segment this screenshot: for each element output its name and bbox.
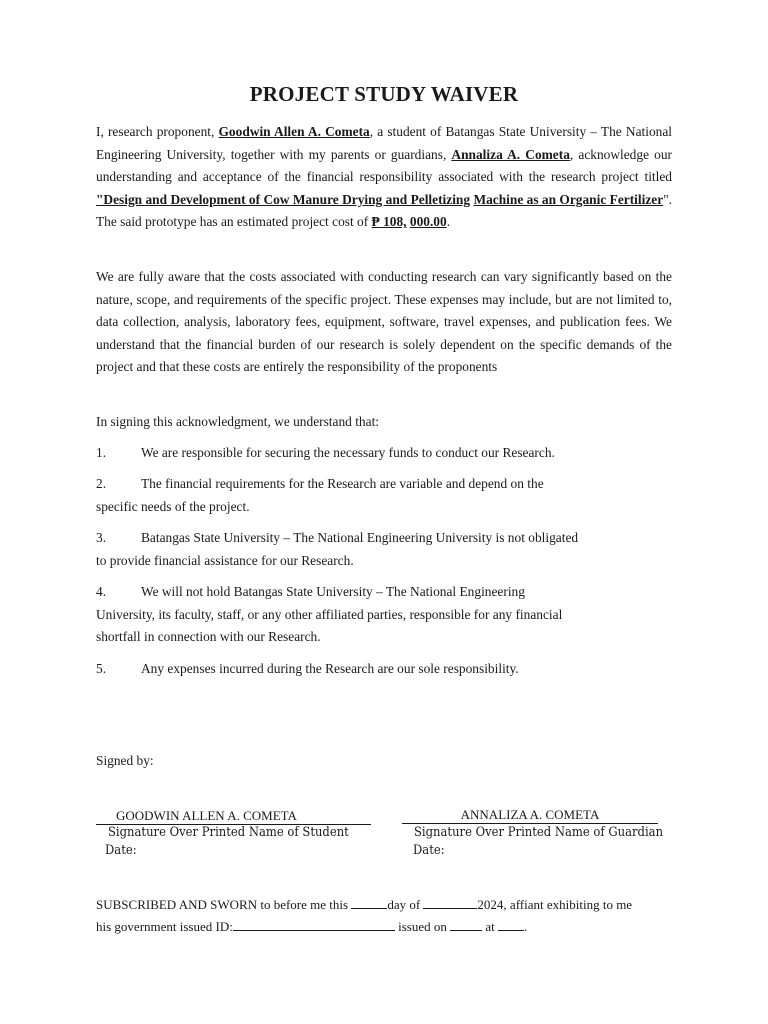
paragraph-costs: We are fully aware that the costs associated with conducting research can vary significantly based on the nature, scope, and requirements of the specific project. These expenses may include, but are not limited to, data collection, analysis, laboratory fees, equipment, software, travel expenses, and publication fees. We understand that the financial burden of our research is solely dependent on the specific demands of the project and that these costs are entirely the responsibility of the proponents <box>96 269 672 375</box>
month-blank <box>423 898 477 909</box>
student-signature-line <box>96 808 371 825</box>
list-intro: In signing this acknowledgment, we understand that: <box>96 414 380 429</box>
student-printed-name: GOODWIN ALLEN A. COMETA <box>116 808 297 823</box>
project-title-part1: "Design and Development of Cow Manure Drying and Pelletizing <box>96 191 471 207</box>
list-item-1: 1. We are responsible for securing the necessary funds to conduct our Research. <box>96 445 555 460</box>
student-signature-caption: Signature Over Printed Name of Student <box>108 824 349 839</box>
list-item-2: 2. The financial requirements for the Research are variable and depend on the specific needs of the project. <box>96 476 544 514</box>
list-item-4: 4. We will not hold Batangas State University – The National Engineering University, its faculty, staff, or any other affiliated parties, responsible for any financial shortfall in connection with our Research. <box>96 584 563 645</box>
guardian-signature-caption: Signature Over Printed Name of Guardian <box>414 824 664 839</box>
issued-on-blank <box>450 920 482 931</box>
project-title-part2: Machine as an Organic Fertilizer <box>473 191 664 207</box>
document-title: PROJECT STUDY WAIVER <box>249 82 519 106</box>
issued-at-blank <box>498 920 524 931</box>
sworn-statement-line2: his government issued ID: issued on at . <box>96 919 528 934</box>
project-cost-part1: ₱ 108, <box>371 214 407 230</box>
student-date-label: Date: <box>105 842 137 857</box>
id-blank <box>233 920 395 931</box>
list-item-3: 3. Batangas State University – The National Engineering University is not obligated to provide financial assistance for our Research. <box>96 530 579 568</box>
project-cost-part2: 000.00 <box>409 214 447 230</box>
day-blank <box>351 898 387 909</box>
sworn-statement-line1: SUBSCRIBED AND SWORN to before me this day of 2024, affiant exhibiting to me <box>96 897 633 912</box>
signed-by-label: Signed by: <box>96 753 154 768</box>
guardian-name: Annaliza A. Cometa <box>451 146 570 162</box>
guardian-printed-name: ANNALIZA A. COMETA <box>460 807 600 822</box>
student-name: Goodwin Allen A. Cometa <box>218 124 370 139</box>
guardian-signature-line <box>402 807 658 824</box>
guardian-date-label: Date: <box>413 842 445 857</box>
list-item-5: 5. Any expenses incurred during the Research are our sole responsibility. <box>96 661 519 676</box>
paragraph-proponents: I, research proponent, Goodwin Allen A. Cometa, a student of Batangas State University – The National Engineering University, together with my parents or guardians, Annaliza A. Cometa, acknowledge our understanding and acceptance of the financial responsibility associated with the research project titled "Design and Development of Cow Manure Drying and Pelletizing Machine as an Organic Fertilizer". The said prototype has an estimated project cost of ₱ 108, 000.00. <box>96 124 673 230</box>
